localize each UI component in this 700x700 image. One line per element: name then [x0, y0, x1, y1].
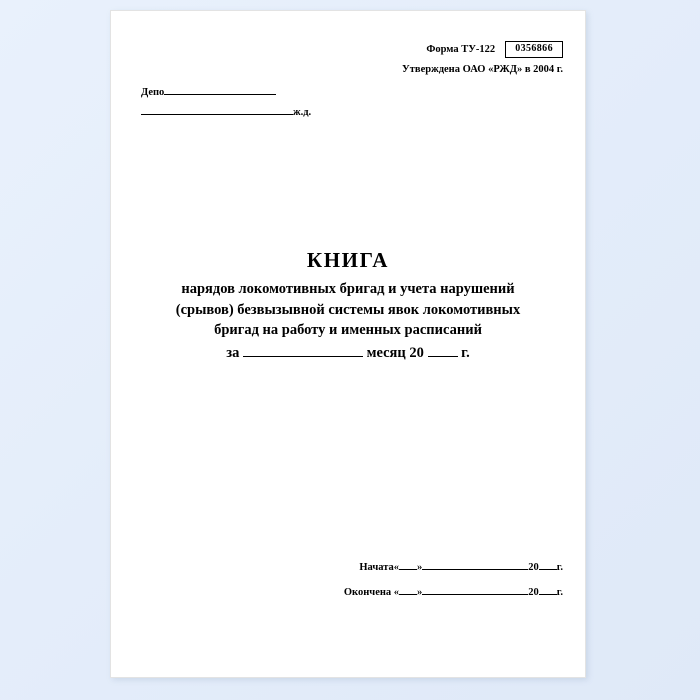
- finished-row: [344, 580, 563, 605]
- depot-row-1: [141, 83, 311, 103]
- started-month-fill-line: [422, 560, 528, 570]
- depot-block: [141, 83, 311, 123]
- period-mid: месяц 20: [366, 344, 424, 361]
- started-year-fill-line: [539, 560, 557, 570]
- started-day-close: »: [417, 561, 423, 573]
- finished-label: Окончена «: [343, 586, 400, 598]
- document-subtitle-line-2: (срывов) безвызывной системы явок локомотивных: [175, 301, 521, 318]
- document-title: КНИГА: [306, 248, 390, 272]
- depot-row-2: [141, 103, 311, 123]
- finished-month-fill-line: [422, 585, 528, 595]
- period-suffix: г.: [461, 344, 470, 361]
- form-code-box: 0356866: [505, 41, 563, 58]
- started-label: Начата«: [359, 561, 400, 573]
- finished-day-fill-line: [399, 585, 417, 595]
- depot-fill-line-2: [141, 105, 293, 115]
- started-suffix: г.: [556, 561, 563, 573]
- period-month-fill-line: [243, 344, 363, 357]
- started-row: [344, 555, 563, 580]
- form-approved-label: Утверждена ОАО «РЖД» в 2004 г.: [402, 63, 563, 75]
- form-number-label: Форма ТУ-122: [426, 43, 496, 55]
- title-block: [111, 249, 585, 363]
- footer-block: [344, 555, 563, 605]
- finished-day-close: »: [417, 586, 423, 598]
- finished-year: 20: [528, 586, 539, 598]
- document-subtitle: [111, 279, 585, 341]
- started-day-fill-line: [399, 560, 417, 570]
- depot-label: Депо: [141, 87, 165, 98]
- period-row: [111, 343, 585, 364]
- started-year: 20: [528, 561, 539, 573]
- finished-suffix: г.: [556, 586, 563, 598]
- depot-fill-line-1: [164, 85, 276, 95]
- form-header: [402, 41, 563, 77]
- document-subtitle-line-1: нарядов локомотивных бригад и учета нарушений: [181, 281, 515, 298]
- period-year-fill-line: [428, 344, 458, 357]
- period-prefix: за: [226, 344, 240, 361]
- document-subtitle-line-3: бригад на работу и именных расписаний: [214, 322, 482, 339]
- railway-label: ж.д.: [293, 106, 312, 118]
- form-header-line-1: [402, 41, 563, 58]
- document-page: [110, 10, 586, 678]
- finished-year-fill-line: [539, 585, 557, 595]
